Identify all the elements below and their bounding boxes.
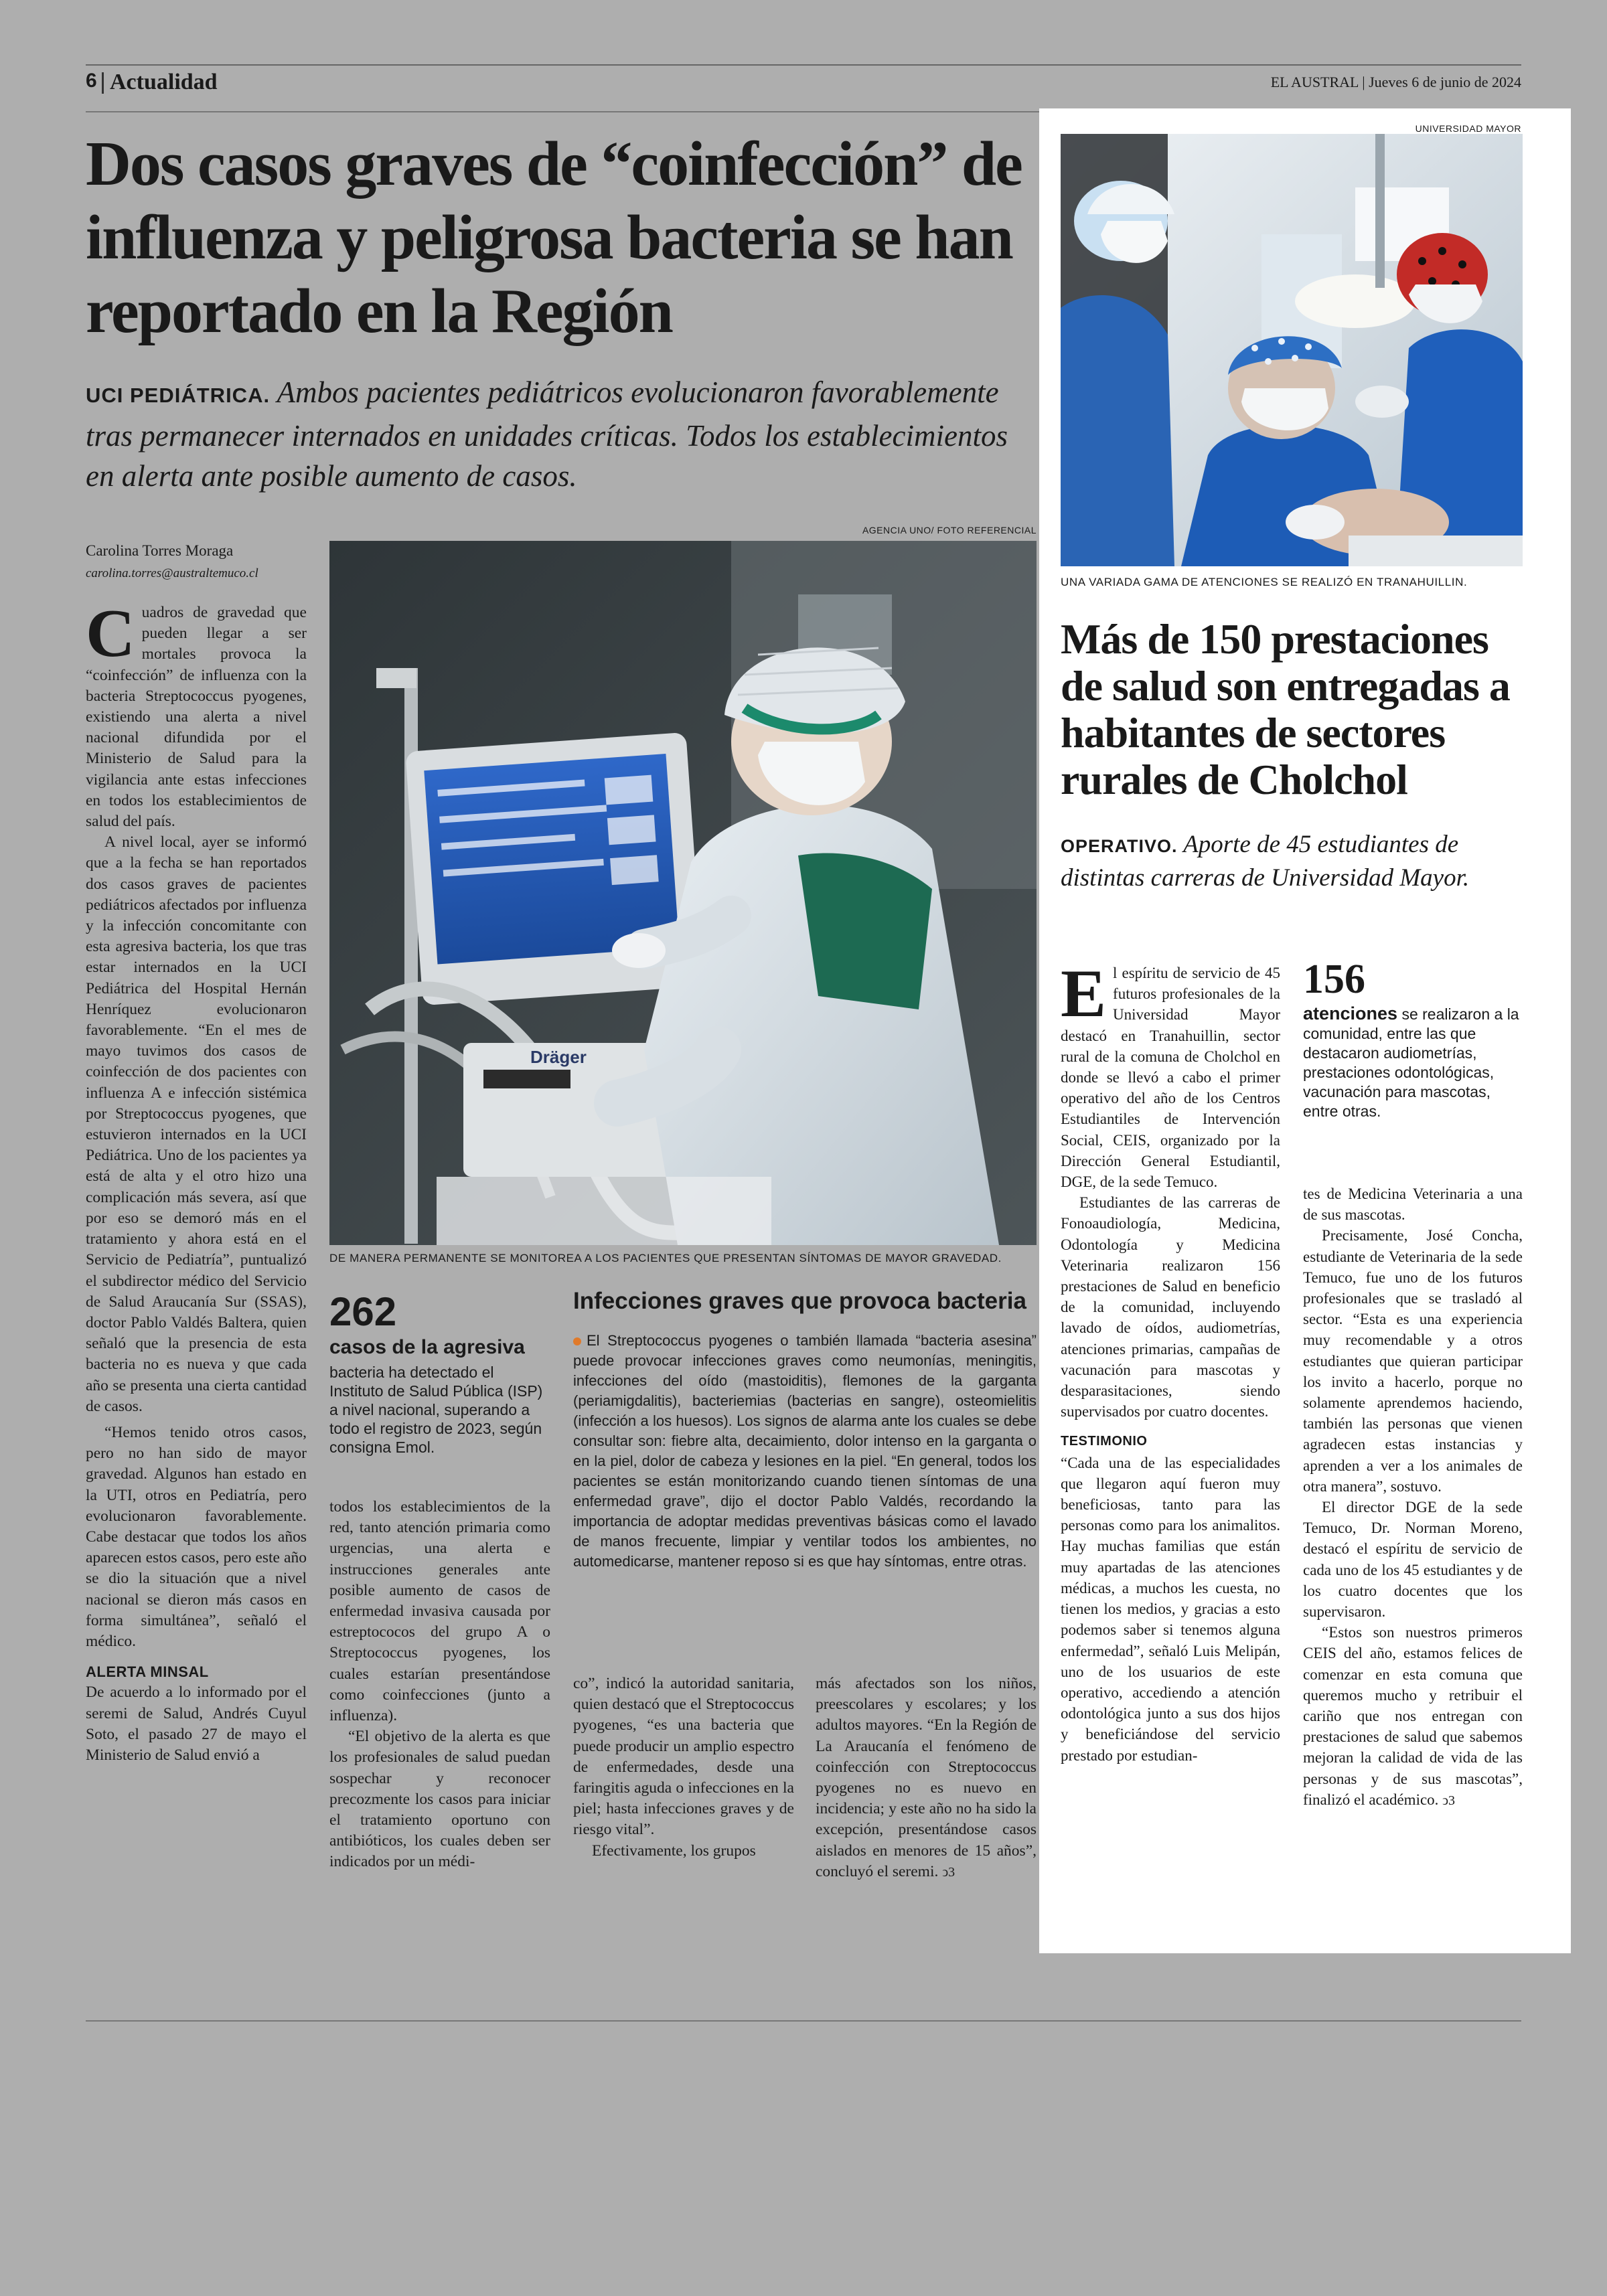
main-photo-caption: DE MANERA PERMANENTE SE MONITOREA A LOS PACIENTES QUE PRESENTAN SÍNTOMAS DE MAYOR GRAVEDAD. bbox=[329, 1252, 1002, 1264]
side-subhead-testimonio: TESTIMONIO bbox=[1061, 1434, 1148, 1449]
author-name: Carolina Torres Moraga bbox=[86, 542, 234, 559]
main-deck-text: Ambos pacientes pediátricos evolucionaron favorablemente tras permanecer internados en unidades críticas. Todos los establecimientos en alerta ante posible aumento de casos. bbox=[86, 376, 1008, 493]
section-name: Actualidad bbox=[110, 70, 218, 94]
main-subhead-alerta: ALERTA MINSAL bbox=[86, 1663, 209, 1681]
stat-156-block bbox=[1303, 1004, 1523, 1121]
page-number: 6 bbox=[86, 70, 97, 92]
top-rule bbox=[86, 64, 1521, 66]
stat-262-label: casos de la agresiva bbox=[329, 1336, 525, 1358]
side-col1-para3: “Cada una de las especialidades que llegaron aquí fueron muy beneficiosas, tanto para las personas como para los animalitos. Hay muchas familias que están muy apartadas de las atenciones médicas, a muchos les cuesta, no tienen los medios, y gracias a esto podemos saber si tenemos alguna enfermedad”, señaló Luis Melipán, uno de los usuarios de este operativo, accediendo a atención odontológica junto a sus dos hijos y beneficiándose del servicio prestado por estudian- bbox=[1061, 1454, 1280, 1764]
side-col1-para1 bbox=[1061, 956, 1280, 1192]
main-col2-para2: “El objetivo de la alerta es que los profesionales de salud puedan sospechar y reconocer precozmente los casos para iniciar el tratamiento oportuno con antibióticos, los cuales deben ser indicados por un médi- bbox=[329, 1728, 550, 1871]
side-col1 bbox=[1061, 956, 1280, 1766]
side-photo-credit: UNIVERSIDAD MAYOR bbox=[1415, 123, 1521, 134]
stat-156-number: 156 bbox=[1303, 957, 1365, 1002]
main-dropcap: C bbox=[86, 596, 135, 671]
main-col3-para2: Efectivamente, los grupos bbox=[592, 1841, 756, 1860]
side-col2 bbox=[1303, 1183, 1523, 1811]
main-headline: Dos casos graves de “coinfección” de influenza y peligrosa bacteria se han reportado en la Región bbox=[86, 129, 1022, 346]
main-col1-para1-text: uadros de gravedad que pueden llegar a ser mortales provoca la “coinfección” de influenza con la bacteria Streptococcus pyogenes, existiendo una alerta a nivel nacional difundida por el Ministerio de Salud para la vigilancia ante estas infecciones en todos los establecimientos de salud del país. bbox=[86, 604, 307, 831]
side-deck bbox=[1061, 829, 1523, 894]
side-col2-para2: Precisamente, José Concha, estudiante de Veterinaria de la sede Temuco, fue uno de los futuros profesionales que se trasladó al sector. “Esta es una experiencia muy recomendable y a otros estudiantes que quieran participar los invito a hacerlo, porque no solamente aprendemos haciendo, también las personas que vienen agradecen estas instancias y aprenden a ver a los animales de otra manera”, sostuvo. bbox=[1303, 1227, 1523, 1495]
side-col1-para2: Estudiantes de las carreras de Fonoaudiología, Medicina, Odontología y Medicina Veterinaria realizaron 156 prestaciones de Salud en beneficio de la comunidad, incluyendo lavado de oídos, audiometrías, atenciones primarias, campañas de vacunación para mascotas y desparasitaciones, siendo supervisados por cuatro docentes. bbox=[1061, 1194, 1280, 1420]
side-col2-para3: El director DGE de la sede Temuco, Dr. Norman Moreno, destacó el espíritu de servicio de cada uno de los 45 estudiantes y de los cuatro docentes que los supervisaron. bbox=[1303, 1499, 1523, 1621]
stat-262-number: 262 bbox=[329, 1289, 397, 1334]
main-col1-para3: “Hemos tenido otros casos, pero no han sido de mayor gravedad. Algunos han estado en la UTI, otros en Pediatría, pero evolucionaron favorablemente. Cabe destacar que todos los años aparecen estos casos, pero este año se dio la situación que a nivel nacional se dieron más casos en forma simultánea”, señaló el médico. bbox=[86, 1423, 307, 1650]
main-col1 bbox=[86, 596, 307, 1766]
side-col2-para4 bbox=[1303, 1622, 1523, 1811]
infobox bbox=[573, 1331, 1037, 1572]
main-col4-text: más afectados son los niños, preescolares y escolares; y los adultos mayores. “En la Región de La Araucanía el fenómeno de coinfección con Streptococcus pyogenes no es nuevo en incidencia; y este año no ha sido la excepción, presentándose casos aislados en menores de 15 años”, concluyó el seremi. bbox=[816, 1675, 1037, 1880]
icu-photo bbox=[329, 541, 1037, 1245]
side-col1-para1-text: l espíritu de servicio de 45 futuros profesionales de la Universidad Mayor destacó en Tranahuillin, sector rural de la comuna de Cholchol en donde se llevó a cabo el primer operativo del año de los Centros Estudiantiles de Intervención Social, CEIS, organizado por la Dirección General Estudiantil, DGE, de la sede Temuco. bbox=[1061, 965, 1280, 1191]
side-kicker: OPERATIVO. bbox=[1061, 836, 1178, 856]
section-divider bbox=[102, 72, 104, 94]
stat-156-label: atenciones bbox=[1303, 1003, 1398, 1023]
dental-photo bbox=[1061, 134, 1523, 566]
stat-262-text: bacteria ha detectado el Instituto de Salud Pública (ISP) a nivel nacional, superando a todo el registro de 2023, según consigna Emol. bbox=[329, 1364, 543, 1456]
main-deck bbox=[86, 372, 1037, 496]
bottom-rule bbox=[86, 2020, 1521, 2022]
device-brand: Dräger bbox=[530, 1047, 587, 1067]
infobox-title: Infecciones graves que provoca bacteria bbox=[573, 1288, 1026, 1314]
main-col3-para1: co”, indicó la autoridad sanitaria, quien destacó que el Streptococcus pyogenes, “es una bacteria que puede producir un amplio espectro de enfermedades, desde una faringitis aguda o infecciones en la piel; hasta infecciones graves y de riesgo vital”. bbox=[573, 1675, 794, 1839]
main-col4-para1 bbox=[816, 1673, 1037, 1883]
main-col2 bbox=[329, 1497, 550, 1873]
main-photo-credit: AGENCIA UNO/ FOTO REFERENCIAL bbox=[862, 525, 1037, 536]
icu-scene-illustration bbox=[329, 541, 1037, 1245]
main-col1-para2: A nivel local, ayer se informó que a la fecha se han reportados dos casos graves de pacientes pediátricos afectados por influenza y la infección concomitante con esta agresiva bacteria, los que tras estar internados en la UCI Pediátrica del Hospital Hernán Henríquez evolucionaron favorablemente. “En el mes de mayo tuvimos dos casos de coinfección de dos pacientes con influenza A e infección sistémica por Streptococcus pyogenes, que estuvieron internados en la UCI Pediátrica. Uno de los pacientes ya está de alta y el otro hizo una complicación más severa, así que por eso se demoró más en el tratamiento y ahora está en el Servicio de Pediatría”, puntualizó el subdirector médico del Servicio de Salud Araucanía Sur (SSAS), doctor Pablo Valdés Baltera, quien señaló que la presencia de esta bacteria no es nueva y que cada año se presenta una cierta cantidad de casos. bbox=[86, 833, 307, 1415]
side-dropcap: E bbox=[1061, 956, 1107, 1032]
side-col2-para1: tes de Medicina Veterinaria a una de sus mascotas. bbox=[1303, 1185, 1523, 1224]
side-col2-para4-text: “Estos son nuestros primeros CEIS del año, estamos felices de comenzar en esta comuna que queremos mucho y retribuir el cariño que nos entregan con prestaciones de salud que sabemos mejoran la calidad de vida de las personas y de sus mascotas”, finalizó el académico. bbox=[1303, 1624, 1523, 1808]
masthead-separator: | bbox=[1362, 74, 1369, 90]
main-end-mark: ↄ3 bbox=[942, 1864, 955, 1880]
main-col4 bbox=[816, 1673, 1037, 1883]
masthead-date bbox=[1271, 74, 1521, 91]
infobox-bullet bbox=[573, 1337, 581, 1345]
author-email: carolina.torres@australtemuco.cl bbox=[86, 566, 258, 580]
main-col1-para4: De acuerdo a lo informado por el seremi de Salud, Andrés Cuyul Soto, el pasado 27 de mayo el Ministerio de Salud envió a bbox=[86, 1684, 307, 1764]
side-deck-text: Aporte de 45 estudiantes de distintas carreras de Universidad Mayor. bbox=[1061, 831, 1470, 892]
main-kicker: UCI PEDIÁTRICA. bbox=[86, 384, 271, 407]
side-end-mark: ↄ3 bbox=[1442, 1793, 1456, 1808]
side-headline: Más de 150 prestaciones de salud son entregadas a habitantes de sectores rurales de Cholchol bbox=[1061, 615, 1510, 803]
dental-scene-illustration bbox=[1061, 134, 1523, 566]
stat-156-text: se realizaron a la comunidad, entre las que destacaron audiometrías, prestaciones odontológicas, vacunación para mascotas, entre otras. bbox=[1303, 1005, 1519, 1120]
issue-date: Jueves 6 de junio de 2024 bbox=[1369, 74, 1521, 90]
main-col1-para1 bbox=[86, 596, 307, 832]
side-photo-caption: UNA VARIADA GAMA DE ATENCIONES SE REALIZÓ EN TRANAHUILLIN. bbox=[1061, 576, 1468, 588]
newspaper-name: EL AUSTRAL bbox=[1270, 74, 1359, 90]
main-col2-para1: todos los establecimientos de la red, tanto atención primaria como urgencias, una alerta e instrucciones generales ante posible aumento de casos de enfermedad invasiva causada por estreptococos del grupo A o Streptococcus pyogenes, los cuales estarían presentándose como coinfecciones (junto a influenza). bbox=[329, 1498, 550, 1725]
main-col3 bbox=[573, 1673, 794, 1862]
header-rule bbox=[86, 111, 1039, 112]
infobox-text: El Streptococcus pyogenes o también llamada “bacteria asesina” puede provocar infecciones graves como neumonías, meningitis, infecciones del oído (mastoiditis), flemones de la garganta (periamigdalitis), bacteriemias (bacterias en sangre), osteomielitis (infección a los huesos). Los signos de alarma ante los cuales se debe consultar son: fiebre alta, decaimiento, dolor intenso en la garganta o en la piel, dolor de cabeza y lesiones en la piel. “En general, todos los pacientes se están monitorizando cuando tienen síntomas de una enfermedad grave”, dijo el doctor Pablo Valdés, recordando la importancia de adoptar medidas preventivas básicas como el lavado de manos frecuente, limpiar y ventilar todos los ambientes, no automedicarse, mantener reposo si es que hay síntomas, entre otras. bbox=[573, 1332, 1037, 1570]
